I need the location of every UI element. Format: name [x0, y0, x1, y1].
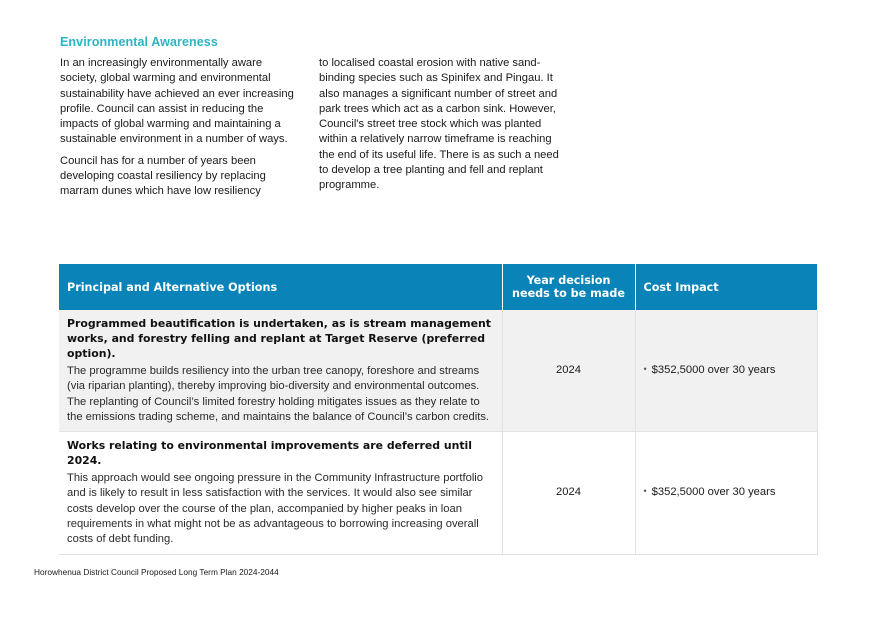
cost-value: $352,5000 over 30 years [651, 486, 776, 499]
cost-value: $352,5000 over 30 years [651, 363, 776, 376]
option-heading: Programmed beautification is undertaken, as is stream management works, and forestry felling and replant at Target Reserve (preferred option). [67, 317, 491, 360]
header-options: Principal and Alternative Options [59, 264, 502, 310]
options-table [59, 264, 818, 555]
cost-cell [635, 310, 817, 432]
paragraph-intro: In an increasingly environmentally aware society, global warming and environmental sustainability have achieved an ever increasing profile. Council can assist in reducing the impacts of global warming and maintaining a sustainable environment in a number of ways. [60, 57, 294, 146]
option-cell [59, 432, 502, 554]
right-text-column [319, 56, 559, 200]
bullet-icon: • [643, 486, 647, 497]
option-cell [59, 310, 502, 432]
header-cost: Cost Impact [635, 264, 817, 310]
option-description: This approach would see ongoing pressure in the Community Infrastructure portfolio and is likely to result in less satisfaction with the services. It would also see similar costs develop over the course of the plan, accompanied by higher peaks in loan requirements in what might not be as advantageous to borrowing increasing overall costs of debt funding. [67, 472, 484, 546]
paragraph-continued: to localised coastal erosion with native sand-binding species such as Spinifex and Pingau. It also manages a significant number of street and park trees which act as a carbon sink. However, Council's street tree stock which was planted within a relatively narrow timeframe is reaching the end of its useful life. There is as such a need to develop a tree planting and fell and replant programme. [319, 57, 559, 192]
option-description: The programme builds resiliency into the urban tree canopy, foreshore and streams (via riparian planting), thereby improving bio-diversity and environmental outcomes. The replanting of Council’s limited forestry holding mitigates issues as they relate to the emissions trading scheme, and maintains the balance of Council’s carbon credits. [67, 365, 490, 423]
table-row [59, 310, 817, 432]
bullet-icon: • [643, 363, 647, 374]
year-cell: 2024 [502, 432, 635, 554]
table-header-row [59, 264, 817, 310]
left-text-column [60, 56, 300, 206]
year-cell: 2024 [502, 310, 635, 432]
cost-cell [635, 432, 817, 554]
header-year: Year decision needs to be made [502, 264, 635, 310]
table-row [59, 432, 817, 554]
section-title: Environmental Awareness [60, 35, 218, 49]
paragraph-coastal: Council has for a number of years been developing coastal resiliency by replacing marram dunes which have low resiliency [60, 154, 266, 198]
page-footer: Horowhenua District Council Proposed Long Term Plan 2024-2044 [34, 567, 279, 577]
option-heading: Works relating to environmental improvements are deferred until 2024. [67, 439, 473, 468]
